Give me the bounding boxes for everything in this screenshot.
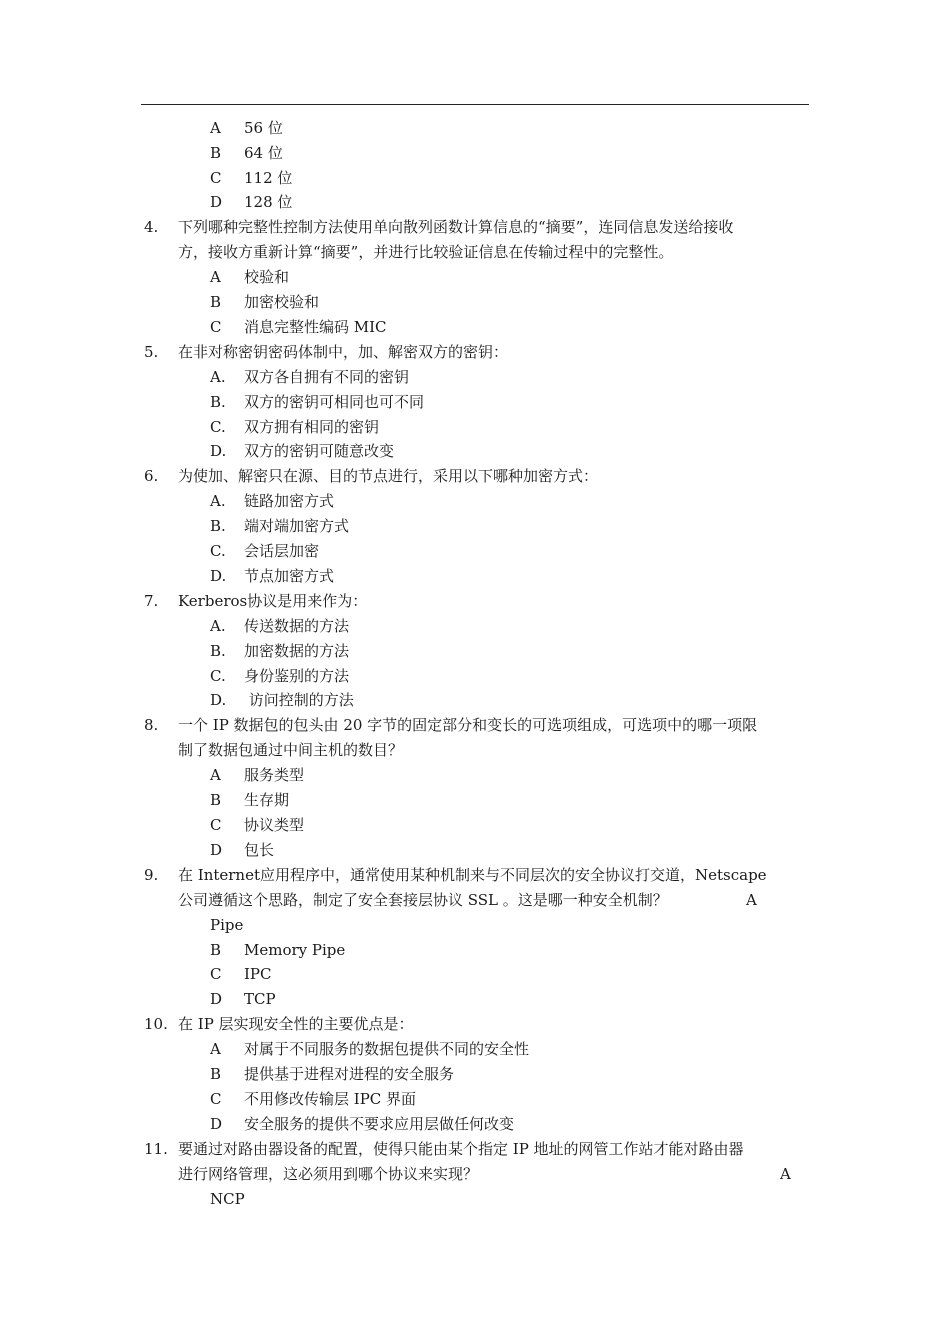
option-text: NCP [210, 1190, 245, 1208]
option-letter: A [210, 1040, 221, 1058]
option-letter: D. [210, 691, 227, 709]
question-number: 5. [144, 343, 159, 361]
option-letter: D [210, 193, 223, 211]
question-text: 为使加、解密只在源、目的节点进行，采用以下哪种加密方式： [178, 467, 599, 485]
option-text: 对属于不同服务的数据包提供不同的安全性 [244, 1040, 530, 1058]
option-text: TCP [244, 990, 276, 1008]
option-text: 双方的密钥可相同也可不同 [244, 393, 425, 411]
option-text: 双方的密钥可随意改变 [244, 442, 395, 460]
option-text: 链路加密方式 [244, 492, 335, 510]
question-number: 7. [144, 592, 159, 610]
option-text: IPC [244, 965, 272, 983]
header-rule [141, 104, 809, 105]
option-text: 生存期 [244, 791, 290, 809]
question-text: 在 IP 层实现安全性的主要优点是： [178, 1015, 414, 1033]
option-text: 端对端加密方式 [244, 517, 350, 535]
option-letter: A [780, 1165, 791, 1183]
option-letter: D [210, 1115, 223, 1133]
option-text: Pipe [210, 916, 244, 934]
option-letter: A [746, 891, 757, 909]
option-text: 64 位 [244, 144, 283, 162]
option-letter: C [210, 816, 222, 834]
option-text: 112 位 [244, 169, 293, 187]
option-letter: B [210, 941, 222, 959]
question-text: 要通过对路由器设备的配置，使得只能由某个指定 IP 地址的网管工作站才能对路由器 [178, 1140, 744, 1158]
option-letter: B. [210, 393, 226, 411]
option-letter: A [210, 268, 221, 286]
option-text: 节点加密方式 [244, 567, 335, 585]
option-text: 128 位 [244, 193, 293, 211]
option-letter: A. [210, 617, 226, 635]
option-text: 传送数据的方法 [244, 617, 350, 635]
option-text: 会话层加密 [244, 542, 320, 560]
question-text: 公司遵循这个思路，制定了安全套接层协议 SSL 。这是哪一种安全机制？ [178, 891, 668, 909]
question-number: 8. [144, 716, 159, 734]
question-number: 10. [144, 1015, 168, 1033]
option-text: 服务类型 [244, 766, 305, 784]
option-letter: B [210, 791, 222, 809]
option-text: 不用修改传输层 IPC 界面 [244, 1090, 417, 1108]
option-letter: A. [210, 492, 226, 510]
option-letter: A [210, 766, 221, 784]
option-text: 访问控制的方法 [244, 691, 354, 709]
option-letter: C. [210, 542, 226, 560]
option-letter: C [210, 318, 222, 336]
option-text: 校验和 [244, 268, 290, 286]
option-text: 安全服务的提供不要求应用层做任何改变 [244, 1115, 515, 1133]
option-letter: B. [210, 642, 226, 660]
option-letter: D. [210, 442, 227, 460]
option-letter: C [210, 169, 222, 187]
option-text: 56 位 [244, 119, 283, 137]
question-text: 进行网络管理，这必须用到哪个协议来实现？ [178, 1165, 479, 1183]
option-letter: C. [210, 418, 226, 436]
question-text: 方，接收方重新计算“摘要”，并进行比较验证信息在传输过程中的完整性。 [178, 243, 674, 261]
option-text: 加密校验和 [244, 293, 320, 311]
option-text: 身份鉴别的方法 [244, 667, 350, 685]
option-letter: C. [210, 667, 226, 685]
option-text: 双方各自拥有不同的密钥 [244, 368, 410, 386]
option-text: 提供基于进程对进程的安全服务 [244, 1065, 455, 1083]
option-text: 消息完整性编码 MIC [244, 318, 387, 336]
question-text: 在非对称密钥密码体制中，加、解密双方的密钥： [178, 343, 509, 361]
option-text: Memory Pipe [244, 941, 346, 959]
option-letter: B [210, 293, 222, 311]
question-number: 4. [144, 218, 159, 236]
question-number: 9. [144, 866, 159, 884]
option-letter: A. [210, 368, 226, 386]
question-text: 制了数据包通过中间主机的数目？ [178, 741, 404, 759]
option-text: 双方拥有相同的密钥 [244, 418, 380, 436]
option-letter: C [210, 1090, 222, 1108]
option-letter: D [210, 841, 223, 859]
question-text: 在 Internet应用程序中，通常使用某种机制来与不同层次的安全协议打交道，Netscape [178, 866, 767, 884]
question-number: 11. [144, 1140, 168, 1158]
question-text: 下列哪种完整性控制方法使用单向散列函数计算信息的“摘要”，连同信息发送给接收 [178, 218, 734, 236]
option-letter: D. [210, 567, 227, 585]
option-letter: A [210, 119, 221, 137]
option-text: 包长 [244, 841, 275, 859]
option-letter: B [210, 1065, 222, 1083]
question-text: Kerberos协议是用来作为： [178, 592, 368, 610]
question-text: 一个 IP 数据包的包头由 20 字节的固定部分和变长的可选项组成，可选项中的哪一项限 [178, 716, 758, 734]
question-number: 6. [144, 467, 159, 485]
option-letter: D [210, 990, 223, 1008]
option-letter: B [210, 144, 222, 162]
option-text: 协议类型 [244, 816, 305, 834]
option-letter: C [210, 965, 222, 983]
option-text: 加密数据的方法 [244, 642, 350, 660]
option-letter: B. [210, 517, 226, 535]
